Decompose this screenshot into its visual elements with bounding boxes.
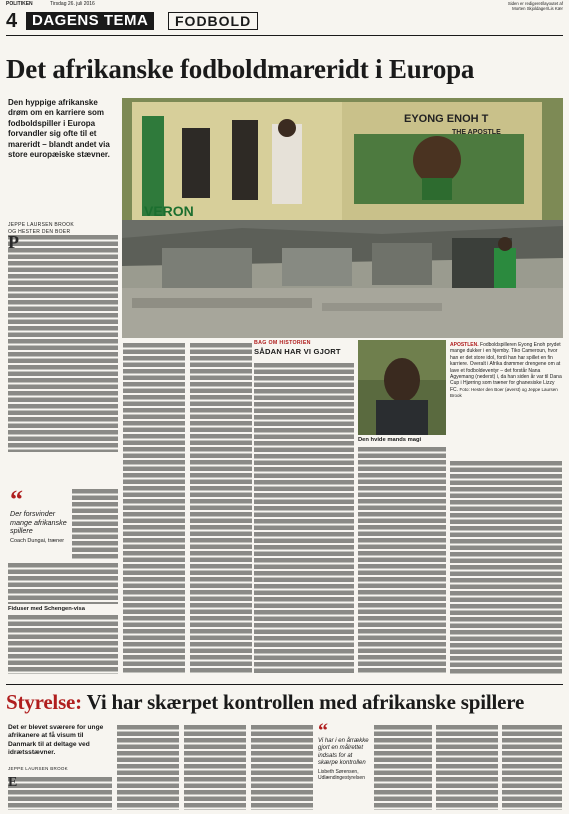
- box-title: SÅDAN HAR VI GJORT: [254, 347, 341, 356]
- photo-credit: Foto: Hester den Boer (øverst) og Jeppe Laursen Brook: [450, 386, 558, 399]
- mural-text-right: EYONG ENOH T: [404, 113, 489, 125]
- mural-text-left: VERON: [144, 203, 194, 219]
- quote-mark-icon: “: [318, 720, 328, 742]
- article2-headline-kicker: Styrelse:: [6, 690, 82, 714]
- box-label: BAG OM HISTORIEN: [254, 340, 311, 346]
- publication-name: POLITIKEN: [6, 1, 33, 7]
- body-column-1d: [8, 614, 118, 674]
- article2-headline-text: Vi har skærpet kontrollen med afrikanske spillere: [81, 690, 525, 714]
- article-subhead: Fiduser med Schengen-visa: [8, 606, 85, 612]
- article2-column-5: [374, 724, 432, 810]
- body-column-2: [123, 342, 185, 674]
- article2-column-2: [117, 724, 179, 810]
- article2-column-7: [502, 724, 562, 810]
- section-header: [6, 10, 366, 32]
- body-column-5: [358, 446, 446, 674]
- caption-text: Fodboldspilleren Eyong Enoh prydet mange dukker i en hjemby. Tiko Cameroun, hvor han er det store idol, fordi han har spillet en fin karriere. Overalt i Afrika drømmer drengene om at lave et fodboldeventyr – det forstår Nana Agyemang (nederst) i, da han siden år var til Dana Cup i Hjørring som træner for ghanesiske Lizzy FC.: [450, 342, 562, 393]
- article2-headline: [6, 690, 563, 714]
- body-column-1c: [8, 562, 118, 604]
- body-column-1b: [72, 488, 118, 560]
- drop-cap: P: [8, 232, 19, 252]
- masthead: [6, 0, 563, 11]
- behind-the-story-box: [254, 340, 354, 356]
- body-column-1: [8, 234, 118, 452]
- article-lead: Den hyppige afrikanske drøm om en karriere som fodboldspiller i Europa forvandler sig ofte til et mareridt – blandt andet via store europæiske stævner.: [8, 98, 110, 160]
- issue-date: Tirsdag 26. juli 2016: [50, 1, 95, 7]
- body-text-filler: [8, 234, 118, 452]
- article2-column-6: [436, 724, 498, 810]
- body-column-3: [190, 342, 252, 674]
- caption-label: APOSTLEN.: [450, 342, 479, 348]
- article2-column-4: [251, 724, 313, 810]
- photo-caption: [450, 342, 562, 400]
- editor-note: Siden er redigeret/layoutet af Morten Skjoldager/Lis Kær: [507, 1, 563, 11]
- main-photo: [122, 98, 563, 338]
- article-byline: JEPPE LAURSEN BROOK OG HESTER DEN BOER: [8, 222, 74, 235]
- article2-column-1: E: [8, 776, 112, 810]
- article2-byline: JEPPE LAURSEN BROOK: [8, 766, 68, 771]
- article2-pull-quote: “ Vi har i en årrække gjort en målrettet indsats for at skærpe kontrollen Lisbeth Sørensen, Udlændingestyrelsen: [318, 720, 369, 782]
- street-scene-image: [122, 98, 563, 338]
- article-headline: Det afrikanske fodboldmareridt i Europa: [6, 54, 475, 84]
- portrait-image: [358, 340, 446, 435]
- portrait-photo: [358, 340, 446, 435]
- portrait-caption: Den hvide mands magi: [358, 437, 422, 443]
- body-column-6: [450, 460, 562, 674]
- section-tema: DAGENS TEMA: [26, 12, 154, 30]
- box-body: [254, 362, 354, 674]
- header-rule: [6, 35, 563, 36]
- article2-lead: Det er blevet sværere for unge afrikanere at få visum til Danmark til at deltage ved idrætsstævner.: [8, 724, 104, 756]
- section-subject: FODBOLD: [168, 12, 258, 30]
- article-divider: [6, 684, 563, 685]
- mural-text-apostle: THE APOSTLE: [452, 129, 501, 136]
- page-number: 4: [6, 10, 18, 32]
- quote-mark-icon: “: [10, 485, 23, 514]
- article2-column-3: [184, 724, 246, 810]
- pull-quote: “ Der forsvinder mange afrikanske spillere Coach Dungai, træner: [10, 485, 67, 544]
